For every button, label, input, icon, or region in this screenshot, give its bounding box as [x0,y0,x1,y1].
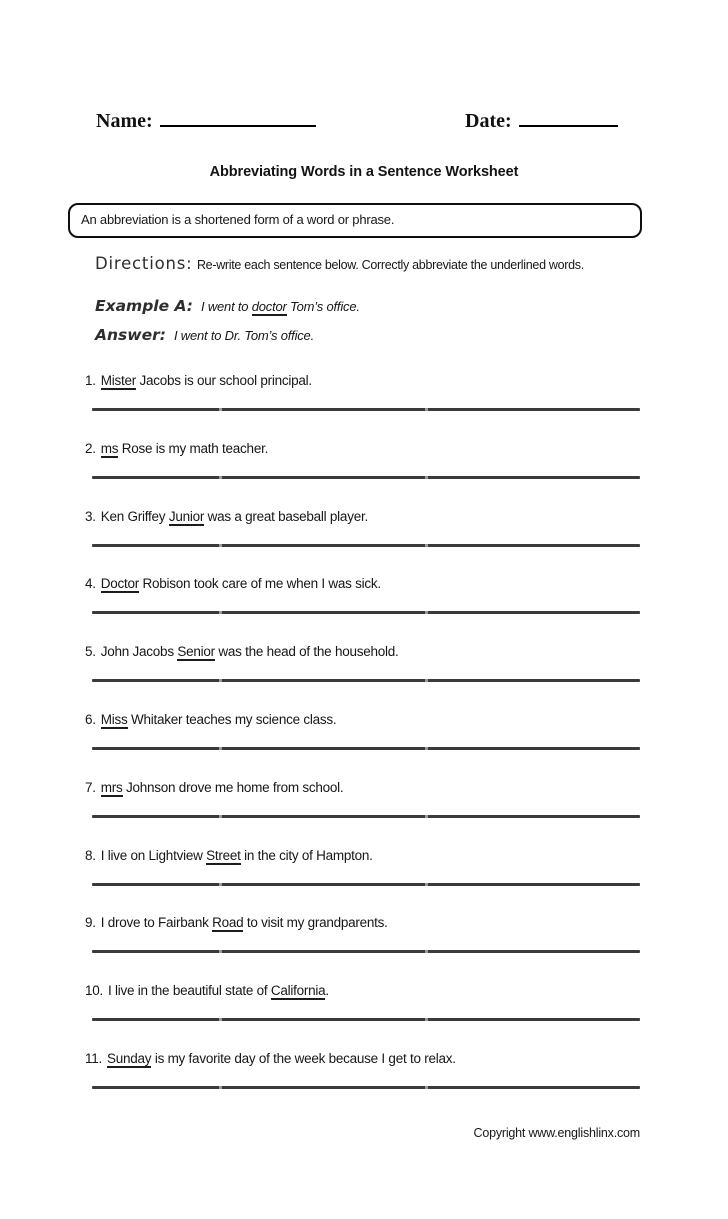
item-sentence [85,848,373,863]
item-underlined-word: Miss [100,711,128,727]
answer-blank-line [92,408,640,411]
item-text-after: was the head of the household. [214,644,399,660]
item-text-before: I drove to Fairbank [100,915,213,931]
answer-row [95,326,314,345]
worksheet-item [85,576,641,644]
item-sentence [85,509,368,524]
item-underlined-word: Junior [168,508,205,524]
copyright-text: Copyright www.englishlinx.com [473,1126,640,1140]
example-text-after: Tom’s office. [286,299,360,314]
item-text-after: is my favorite day of the week because I get to relax. [151,1050,456,1066]
item-text-before: I live on Lightview [100,847,207,863]
item-number: 3. [85,508,96,524]
item-sentence [85,915,388,930]
item-text-before: I live in the beautiful state of [108,983,271,999]
item-sentence [85,373,312,388]
header-row [0,110,728,140]
item-underlined-word: mrs [100,779,123,795]
directions-text: Re-write each sentence below. Correctly abbreviate the underlined words. [196,258,584,272]
item-sentence [85,780,343,795]
item-number: 5. [85,644,96,660]
item-text-after: Jacobs is our school principal. [136,373,312,388]
item-sentence [85,983,329,998]
worksheet-item [85,848,641,916]
answer-sentence: I went to Dr. Tom’s office. [173,328,315,343]
name-label: Name: [96,110,153,132]
answer-blank-line [92,747,640,750]
item-sentence [85,1051,456,1066]
example-sentence [201,299,360,316]
example-text-before: I went to [201,299,252,314]
worksheet-item [85,712,641,780]
directions-row [95,254,655,274]
date-blank-line [519,111,618,127]
item-number: 7. [85,779,96,795]
item-number: 4. [85,576,96,592]
item-text-after: was a great baseball player. [204,508,368,524]
definition-box [68,203,642,238]
example-row [95,297,360,316]
item-number: 9. [85,915,96,931]
item-text-after: . [325,983,329,999]
page-title: Abbreviating Words in a Sentence Worksheet [209,164,519,180]
answer-blank-line [92,611,640,614]
item-text-after: in the city of Hampton. [240,847,373,863]
item-number: 1. [85,373,96,388]
item-sentence [85,644,399,659]
answer-blank-line [92,815,640,818]
item-underlined-word: Street [206,847,241,863]
item-number: 6. [85,711,96,727]
item-number: 8. [85,847,96,863]
answer-blank-line [92,883,640,886]
name-field [96,110,316,133]
worksheet-item [85,915,641,983]
item-underlined-word: ms [100,440,119,456]
item-text-before: Ken Griffey [100,508,169,524]
item-number: 11. [85,1050,103,1066]
item-underlined-word: California [270,983,326,999]
worksheet-item [85,780,641,848]
item-text-before: John Jacobs [100,644,178,660]
answer-blank-line [92,476,640,479]
item-underlined-word: Sunday [107,1050,152,1066]
worksheet-item [85,983,641,1051]
worksheet-item [85,373,641,441]
worksheet-item [85,509,641,577]
name-blank-line [160,111,316,127]
worksheet-item [85,1051,641,1119]
worksheet-item [85,644,641,712]
item-number: 10. [85,983,104,999]
item-text-after: Rose is my math teacher. [118,440,269,456]
item-text-after: Robison took care of me when I was sick. [139,576,381,592]
answer-blank-line [92,1086,640,1089]
answer-blank-line [92,1018,640,1021]
example-label: Example A: [95,297,193,315]
answer-label: Answer: [95,326,166,344]
item-sentence [85,576,381,591]
item-text-after: to visit my grandparents. [243,915,388,931]
items-list [85,373,641,1119]
answer-blank-line [92,679,640,682]
example-underlined-word: doctor [251,299,287,314]
item-underlined-word: Senior [177,644,215,660]
item-sentence [85,441,268,456]
answer-blank-line [92,544,640,547]
item-number: 2. [85,440,96,456]
item-text-after: Whitaker teaches my science class. [127,711,337,727]
item-underlined-word: Doctor [100,576,140,592]
item-underlined-word: Road [212,915,244,931]
item-sentence [85,712,336,727]
item-text-after: Johnson drove me home from school. [122,779,344,795]
date-label: Date: [465,110,512,132]
directions-label: Directions: [95,254,193,273]
date-field [465,110,618,133]
worksheet-item [85,441,641,509]
item-underlined-word: Mister [100,373,137,388]
definition-text: An abbreviation is a shortened form of a word or phrase. [81,212,395,227]
answer-blank-line [92,950,640,953]
